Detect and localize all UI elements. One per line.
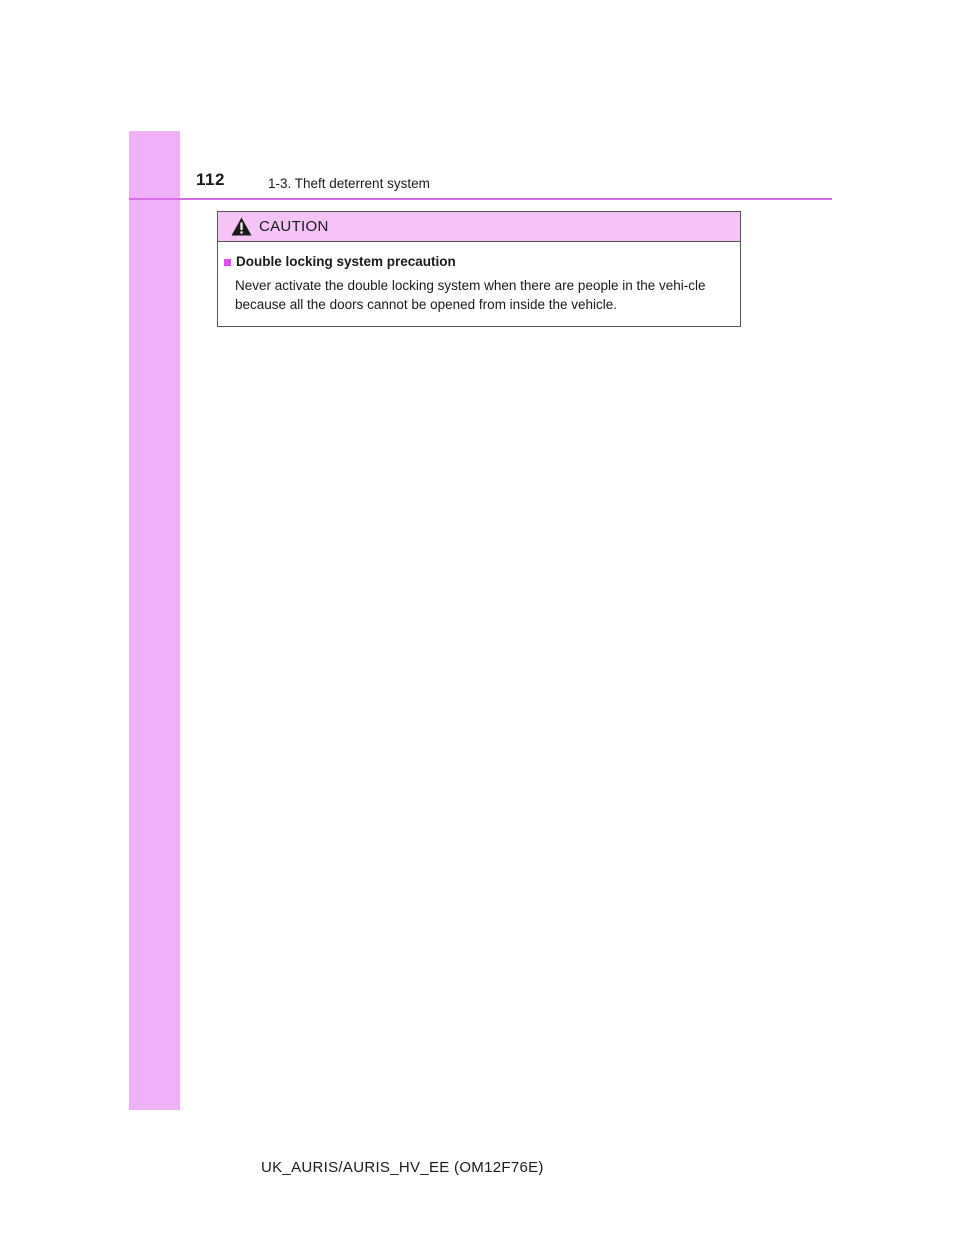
side-tab-band — [129, 131, 180, 1110]
caution-body — [218, 242, 740, 314]
warning-triangle-icon — [231, 217, 252, 236]
header-divider — [129, 198, 832, 200]
caution-item-heading-text: Double locking system precaution — [236, 254, 456, 269]
section-title: 1-3. Theft deterrent system — [268, 176, 430, 191]
page-number: 112 — [196, 170, 225, 189]
caution-label: CAUTION — [259, 218, 329, 235]
square-bullet-icon — [224, 259, 231, 266]
caution-box — [217, 211, 741, 327]
caution-header — [218, 212, 740, 242]
caution-item-text: Never activate the double locking system when there are people in the vehi-cle because all the doors cannot be opened from inside the vehicle. — [235, 278, 706, 312]
footer-document-code: UK_AURIS/AURIS_HV_EE (OM12F76E) — [261, 1159, 544, 1176]
caution-item-heading — [224, 254, 730, 270]
